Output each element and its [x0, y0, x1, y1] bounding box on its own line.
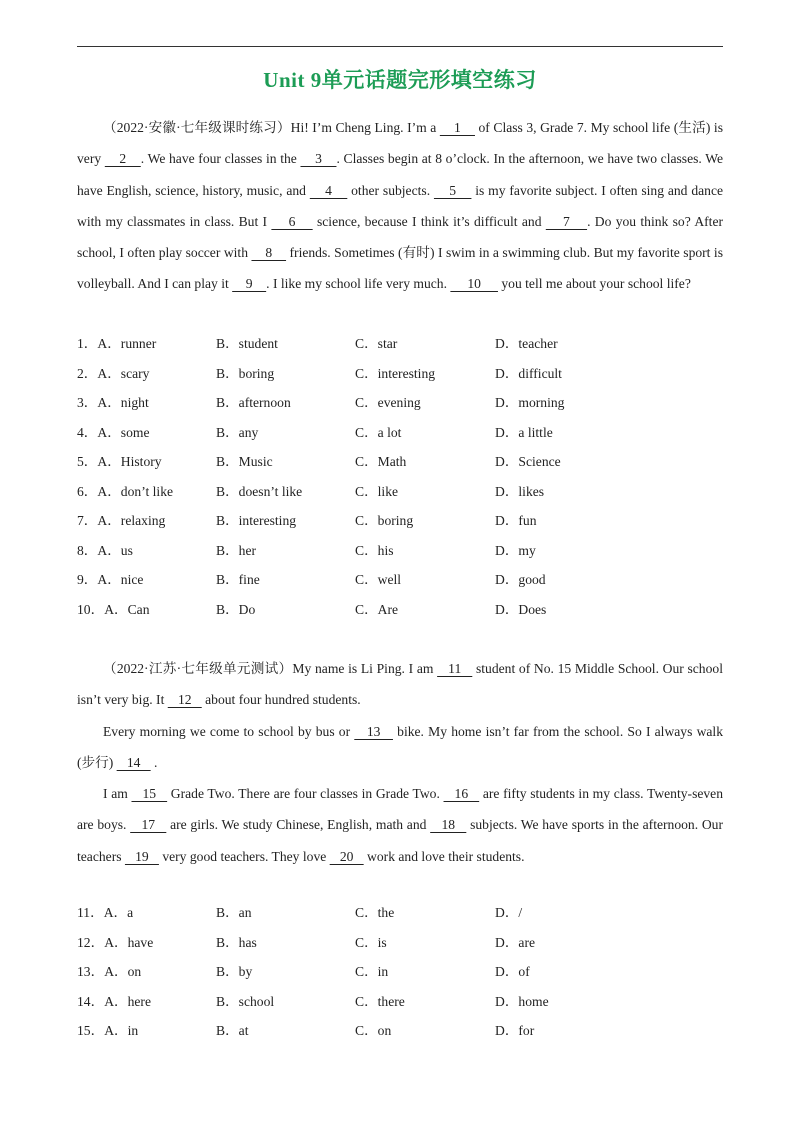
passage-text: are girls. We study Chinese, English, math and: [166, 817, 431, 833]
passage-text: I am: [103, 786, 132, 802]
passage-2-para-1: [77, 653, 723, 716]
question-row: [77, 447, 723, 477]
answer-blank: 16: [443, 786, 480, 802]
option-a-text: A．relaxing: [97, 513, 166, 528]
header-rule: [77, 46, 723, 47]
option-c: C．his: [355, 542, 394, 558]
option-c: C．is: [355, 934, 387, 950]
option-b: B．at: [216, 1023, 249, 1038]
option-d: D．good: [495, 572, 546, 587]
passage-text: of Class 3, Grade 7. My school life (生活) is very: [77, 120, 723, 167]
passage-text: are fifty students in my class. Twenty-seven are boys.: [77, 786, 724, 833]
question-row: [77, 506, 723, 536]
question-number: 12．: [77, 934, 105, 950]
question-number: 11．: [77, 905, 104, 920]
option-a: [77, 447, 162, 477]
option-d: D．my: [495, 542, 536, 558]
option-b: B．interesting: [216, 513, 297, 528]
question-row: [77, 329, 723, 359]
question-row: [77, 898, 723, 928]
question-number: 14．: [77, 993, 105, 1009]
passage-text: friends. Sometimes (有时) I swim in a swimming club. But my favorite sport is volleyball. And I can play it: [77, 245, 723, 292]
passage-text: . We have four classes in the: [140, 151, 301, 167]
passage-1-body: [77, 120, 723, 291]
question-list-1: [77, 329, 723, 624]
option-b: B．by: [216, 964, 253, 979]
passage-text: My name is Li Ping. I am: [292, 661, 438, 676]
option-d: D．for: [495, 1023, 535, 1038]
option-a-text: A．here: [104, 993, 151, 1009]
answer-blank: 12: [167, 692, 202, 708]
answer-blank: 19: [124, 848, 159, 864]
option-c: C．Math: [355, 454, 407, 469]
passage-1: [77, 112, 723, 300]
question-number: 1．: [77, 336, 98, 351]
option-b: B．boring: [216, 365, 275, 381]
option-b: B．fine: [216, 572, 260, 587]
option-d: D．likes: [495, 483, 545, 499]
passage-2: [77, 653, 723, 872]
question-list-2: [77, 898, 723, 1046]
option-a: [77, 388, 149, 418]
option-a: [77, 477, 173, 507]
question-number: 4．: [77, 424, 98, 440]
passage-text: . I like my school life very much.: [266, 276, 451, 292]
option-d: D．morning: [495, 395, 565, 410]
option-a: [77, 506, 165, 536]
option-c: C．evening: [355, 395, 421, 410]
question-row: [77, 1016, 723, 1046]
passage-text: work and love their students.: [363, 848, 525, 864]
answer-blank: 7: [545, 213, 588, 229]
question-row: [77, 477, 723, 507]
option-a: [77, 928, 153, 958]
passage-text: science, because I think it’s difficult and: [312, 213, 546, 229]
option-a: [77, 359, 149, 389]
answer-blank: 6: [271, 213, 313, 229]
option-a-text: A．Can: [104, 601, 150, 617]
option-c: C．in: [355, 964, 389, 979]
question-row: [77, 536, 723, 566]
option-d: D．Science: [495, 454, 561, 469]
option-a-text: A．some: [97, 424, 150, 440]
option-a: [77, 329, 156, 359]
option-a: [77, 898, 133, 928]
page-title: Unit 9单元话题完形填空练习: [263, 68, 537, 92]
question-number: 2．: [77, 365, 98, 381]
question-row: [77, 388, 723, 418]
answer-blank: 18: [430, 817, 467, 833]
option-c: C．the: [355, 905, 395, 920]
option-c: C．boring: [355, 513, 414, 528]
question-number: 15．: [77, 1023, 105, 1038]
option-a-text: A．us: [97, 542, 133, 558]
passage-text: you tell me about your school life?: [497, 276, 691, 292]
passage-1-text: [77, 112, 723, 300]
option-b: B．school: [216, 993, 275, 1009]
option-a-text: A．nice: [97, 572, 144, 587]
passage-text: is my favorite subject. I often sing and dance with my classmates in class. But I: [77, 182, 724, 229]
passage-text: very good teachers. They love: [158, 848, 330, 864]
option-d: D．home: [495, 993, 549, 1009]
option-d: D．a little: [495, 424, 553, 440]
question-row: [77, 418, 723, 448]
passage-2-para-2: [77, 716, 723, 779]
answer-blank: 1: [439, 120, 475, 135]
passage-text: Hi! I’m Cheng Ling. I’m a: [290, 120, 440, 135]
option-d: D．of: [495, 964, 530, 979]
option-b: B．any: [216, 424, 259, 440]
option-a-text: A．a: [103, 905, 134, 920]
option-c: C．on: [355, 1023, 392, 1038]
passage-text: bike. My home isn’t far from the school. So I always walk (步行): [77, 723, 723, 770]
option-b: B．her: [216, 542, 257, 558]
question-number: 10．: [77, 601, 105, 617]
option-a-text: A．night: [97, 395, 149, 410]
option-c: C．star: [355, 336, 398, 351]
question-row: [77, 595, 723, 625]
answer-blank: 3: [300, 151, 337, 167]
answer-blank: 14: [116, 754, 151, 770]
option-d: D．teacher: [495, 336, 558, 351]
question-number: 6．: [77, 483, 98, 499]
option-c: C．there: [355, 993, 405, 1009]
answer-blank: 9: [232, 276, 267, 292]
option-a-text: A．scary: [97, 365, 150, 381]
question-number: 3．: [77, 395, 98, 410]
question-number: 5．: [77, 454, 98, 469]
option-b: B．Do: [216, 601, 256, 617]
answer-blank: 10: [450, 276, 498, 292]
answer-blank: 4: [309, 182, 348, 198]
question-row: [77, 359, 723, 389]
question-number: 9．: [77, 572, 98, 587]
answer-blank: 20: [329, 848, 364, 864]
option-a: [77, 595, 150, 625]
question-row: [77, 928, 723, 958]
answer-blank: 5: [433, 182, 472, 198]
answer-blank: 11: [437, 661, 473, 676]
option-c: C．a lot: [355, 424, 402, 440]
passage-text: student of No. 15 Middle School. Our school isn’t very big. It: [77, 661, 723, 708]
option-b: B．Music: [216, 454, 273, 469]
option-a-text: A．don’t like: [97, 483, 174, 499]
passage-2-para-3: [77, 778, 723, 872]
passage-text: subjects. We have sports in the afternoon. Our teachers: [77, 817, 724, 864]
option-b: B．doesn’t like: [216, 483, 303, 499]
answer-blank: 13: [354, 723, 393, 739]
option-a: [77, 536, 133, 566]
option-b: B．has: [216, 934, 257, 950]
option-c: C．like: [355, 483, 399, 499]
option-a-text: A．on: [104, 964, 142, 979]
option-b: B．an: [216, 905, 252, 920]
passage-text: .: [150, 754, 158, 770]
question-row: [77, 565, 723, 595]
option-b: B．student: [216, 336, 278, 351]
passage-text: Grade Two. There are four classes in Grade Two.: [167, 786, 444, 802]
option-d: D．difficult: [495, 365, 562, 381]
option-a-text: A．History: [97, 454, 162, 469]
passage-2-source: （2022·江苏·七年级单元测试）: [103, 661, 293, 676]
passage-text: . Classes begin at 8 o’clock. In the afternoon, we have two classes. We have English, science, history, music, and: [77, 151, 723, 198]
option-b: B．afternoon: [216, 395, 291, 410]
question-number: 8．: [77, 542, 98, 558]
question-row: [77, 957, 723, 987]
option-a-text: A．in: [104, 1023, 139, 1038]
passage-text: . Do you think so? After school, I often play soccer with: [77, 213, 723, 261]
question-number: 7．: [77, 513, 98, 528]
passage-text: Every morning we come to school by bus or: [103, 723, 355, 739]
passage-2-para-2-body: [77, 724, 723, 770]
answer-blank: 15: [131, 786, 168, 802]
option-c: C．interesting: [355, 365, 436, 381]
option-d: D．fun: [495, 513, 537, 528]
question-number: 13．: [77, 964, 105, 979]
answer-blank: 8: [251, 245, 287, 261]
passage-text: other subjects.: [347, 182, 434, 198]
option-c: C．Are: [355, 601, 399, 617]
option-d: D．Does: [495, 601, 547, 617]
question-row: [77, 987, 723, 1017]
option-c: C．well: [355, 572, 402, 587]
option-a: [77, 987, 151, 1017]
passage-1-source: （2022·安徽·七年级课时练习）: [103, 120, 291, 135]
option-d: D．/: [495, 905, 523, 920]
option-a: [77, 565, 143, 595]
option-a: [77, 1016, 138, 1046]
option-a-text: A．have: [104, 934, 154, 950]
answer-blank: 17: [130, 817, 167, 833]
answer-blank: 2: [104, 151, 141, 167]
passage-text: about four hundred students.: [201, 692, 361, 708]
option-d: D．are: [495, 934, 536, 950]
passage-2-para-3-body: [77, 786, 723, 864]
option-a: [77, 957, 141, 987]
option-a: [77, 418, 150, 448]
option-a-text: A．runner: [97, 336, 157, 351]
